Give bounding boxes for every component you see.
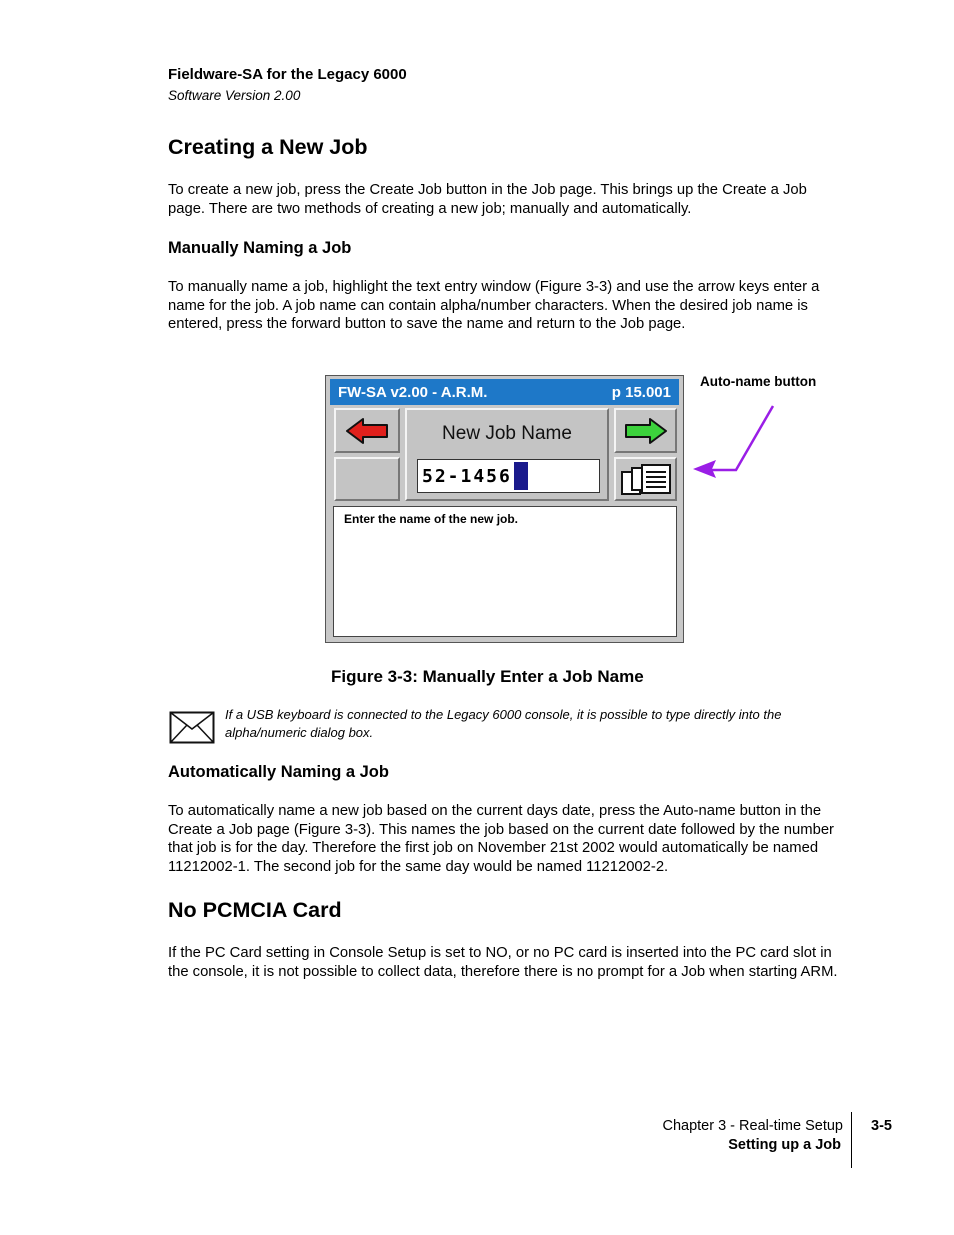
message-box: Enter the name of the new job.: [333, 506, 677, 637]
envelope-icon: [169, 711, 215, 744]
back-arrow-icon: [345, 416, 389, 446]
footer-divider: [851, 1112, 852, 1168]
paragraph-manual-naming: To manually name a job, highlight the text entry window (Figure 3-3) and use the arrow keys enter a name for the job. A job name can contain alpha/number characters. When the desired job name is entered, press the forward button to save the name and return to the Job page.: [168, 279, 820, 333]
heading-manually-naming: Manually Naming a Job: [168, 239, 352, 257]
forward-arrow-icon: [624, 416, 668, 446]
job-name-value: 52-1456: [422, 465, 512, 487]
footer-section: Setting up a Job: [728, 1137, 841, 1153]
software-version: Software Version 2.00: [168, 88, 301, 103]
auto-name-callout-label: Auto-name button: [700, 374, 817, 389]
text-cursor: [514, 462, 528, 490]
document-title: Fieldware-SA for the Legacy 6000: [168, 66, 407, 83]
callout-arrow-icon: [690, 400, 780, 480]
heading-no-pcmcia: No PCMCIA Card: [168, 898, 342, 922]
auto-name-button[interactable]: [614, 457, 677, 501]
screen-page-number: p 15.001: [611, 383, 671, 401]
footer-chapter: Chapter 3 - Real-time Setup: [662, 1118, 843, 1134]
note-text: If a USB keyboard is connected to the Legacy 6000 console, it is possible to type directly into the alpha/numeric dialog box.: [225, 707, 782, 740]
job-name-text-entry[interactable]: [417, 459, 600, 493]
forward-button[interactable]: [614, 408, 677, 453]
page-number: 3-5: [871, 1118, 892, 1134]
screen-title: FW-SA v2.00 - A.R.M.: [338, 383, 488, 401]
back-button[interactable]: [334, 408, 400, 453]
paragraph-no-pcmcia: If the PC Card setting in Console Setup is set to NO, or no PC card is inserted into the PC card slot in the console, it is not possible to collect data, therefore there is no prompt for a Job when starting ARM.: [168, 945, 838, 980]
auto-name-icon: [618, 462, 674, 496]
create-job-screen: [325, 375, 684, 643]
figure-caption: Figure 3-3: Manually Enter a Job Name: [331, 667, 644, 686]
paragraph-auto-naming: To automatically name a new job based on the current days date, press the Auto-name button in the Create a Job page (Figure 3-3). This names the job based on the current date followed by the number that job is for the day. Therefore the first job on November 21st 2002 would automatically be named 11212002-1. The second job for the same day would be named 11212002-2.: [168, 803, 834, 876]
paragraph-create-job: To create a new job, press the Create Job button in the Job page. This brings up the Create a Job page. There are two methods of creating a new job; manually and automatically.: [168, 182, 807, 217]
job-name-panel: [405, 408, 609, 501]
heading-automatically-naming: Automatically Naming a Job: [168, 763, 389, 781]
panel-title: New Job Name: [442, 423, 572, 444]
heading-creating-new-job: Creating a New Job: [168, 135, 368, 159]
blank-button[interactable]: [334, 457, 400, 501]
screen-titlebar: [330, 379, 679, 405]
